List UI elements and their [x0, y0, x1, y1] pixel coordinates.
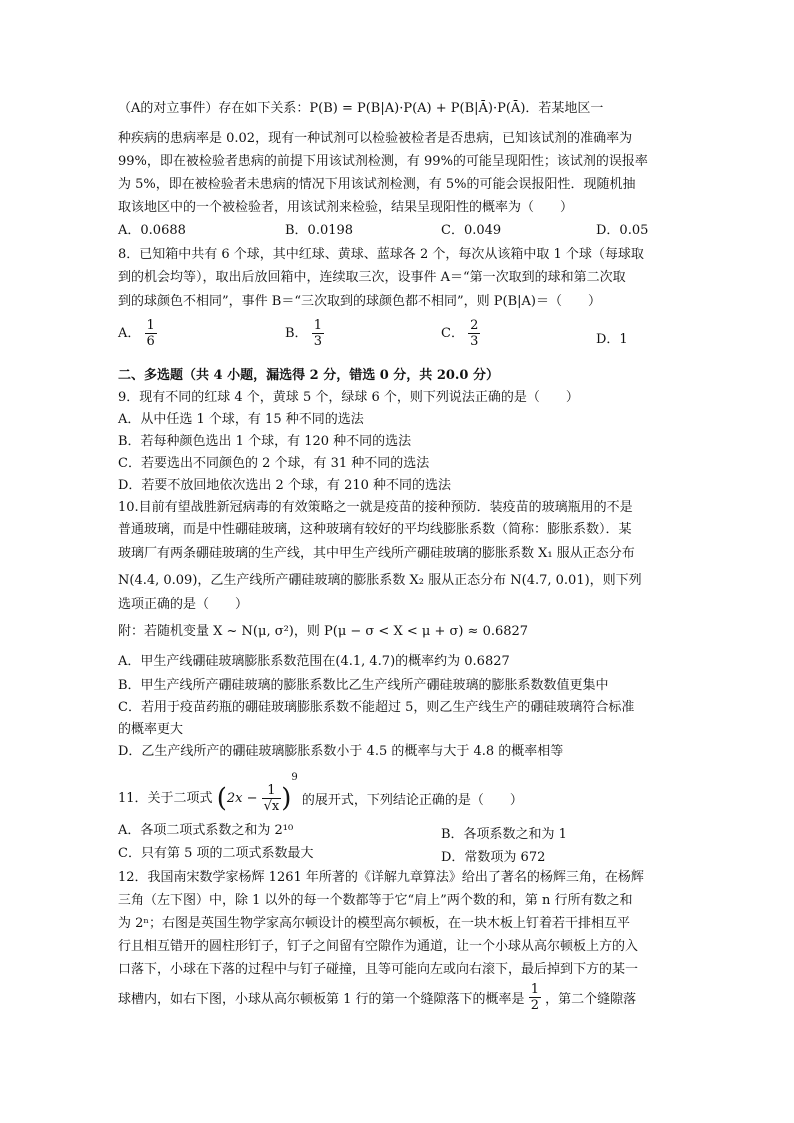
q11-prefix: 11．关于二项式	[118, 791, 213, 806]
text-line: 10.目前有望战胜新冠病毒的有效策略之一就是疫苗的接种预防．装疫苗的玻璃瓶用的不是	[118, 500, 633, 515]
text-line: 取该地区中的一个被检验者，用该试剂来检验，结果呈现阳性的概率为（ ）	[118, 200, 574, 215]
q8-option-c-fraction	[468, 318, 480, 349]
text-line: A．从中任选 1 个球，有 15 种不同的选法	[118, 412, 364, 427]
fraction-numerator: 1	[262, 783, 282, 799]
text-line: A．各项二项式系数之和为 2¹⁰	[118, 823, 294, 838]
q11-exponent: 9	[291, 772, 298, 783]
q11-paren-right: )	[281, 783, 292, 814]
text-line: 9．现有不同的红球 4 个，黄球 5 个，绿球 6 个，则下列说法正确的是（ ）	[118, 390, 579, 405]
fraction-denominator: 6	[146, 334, 155, 349]
q11-paren-left: (	[216, 783, 227, 814]
fraction-numerator: 1	[313, 318, 322, 333]
text-line: C．若要选出不同颜色的 2 个球，有 31 种不同的选法	[118, 456, 430, 471]
text-line: 选项正确的是（ ）	[118, 597, 249, 612]
q12-last-suffix: ，第二个缝隙落	[545, 992, 637, 1007]
text-line: 99%，即在被检验者患病的前提下用该试剂检测，有 99%的可能呈现阳性；该试剂的误报率	[118, 154, 648, 169]
q12-last-line	[118, 982, 636, 1013]
q8-option-b-fraction	[312, 318, 324, 349]
q7-option-a: A．0.0688	[118, 223, 186, 238]
q11-expr: 2x −	[226, 791, 258, 806]
q7-option-d: D．0.05	[596, 223, 649, 238]
text-line: 二、多选题（共 4 小题，漏选得 2 分，错选 0 分，共 20.0 分）	[118, 368, 500, 383]
text-line: C．只有第 5 项的二项式系数最大	[118, 846, 314, 861]
q11-stem	[118, 772, 523, 814]
q8-option-c	[441, 318, 480, 349]
text-line: 12．我国南宋数学家杨辉 1261 年所著的《详解九章算法》给出了著名的杨辉三角，在杨辉	[118, 870, 644, 885]
text-line: A．甲生产线硼硅玻璃膨胀系数范围在(4.1, 4.7)的概率约为 0.6827	[118, 654, 510, 669]
q8-option-b	[285, 318, 324, 349]
text-line: 行且相互错开的圆柱形钉子，钉子之间留有空隙作为通道，让一个小球从高尔顿板上方的入	[118, 939, 639, 954]
text-line: N(4.4, 0.09)，乙生产线所产硼硅玻璃的膨胀系数 X₂ 服从正态分布 N(4.7, 0.01)，则下列	[118, 573, 642, 588]
fraction-numerator: 2	[470, 318, 479, 333]
text-line: 到的球颜色不相同”，事件 B＝“三次取到的球颜色都不相同”，则 P(B|A)＝（ ）	[118, 294, 601, 309]
q7-option-c: C．0.049	[441, 223, 502, 238]
q7-option-b: B．0.0198	[285, 223, 354, 238]
text-line: 为 5%，即在被检验者未患病的情况下用该试剂检测，有 5%的可能会误报阳性．现随机抽	[118, 177, 636, 192]
text-line: 8．已知箱中共有 6 个球，其中红球、黄球、蓝球各 2 个，每次从该箱中取 1 个球（每球取	[118, 247, 644, 262]
q11-option-d: D．常数项为 672	[441, 850, 546, 865]
q8-option-a-fraction	[145, 318, 157, 349]
text-line: D．若要不放回地依次选出 2 个球，有 210 种不同的选法	[118, 478, 452, 493]
q11-fraction	[262, 783, 282, 814]
q12-last-prefix: 球槽内，如右下图，小球从高尔顿板第 1 行的第一个缝隙落下的概率是	[118, 992, 525, 1007]
q8-option-a-label: A．	[118, 326, 141, 341]
q8-option-a	[118, 318, 157, 349]
fraction-denominator: 3	[470, 334, 479, 349]
q8-option-d: D．1	[596, 332, 628, 347]
fraction-denominator: 3	[313, 334, 322, 349]
text-line: 附：若随机变量 X ~ N(μ, σ²)，则 P(μ − σ < X < μ + σ) ≈ 0.6827	[118, 624, 529, 639]
fraction-denominator: √x	[263, 799, 280, 814]
text-line: 到的机会均等），取出后放回箱中，连续取三次，设事件 A＝“第一次取到的球和第二次取	[118, 270, 626, 285]
fraction-numerator: 1	[530, 982, 539, 997]
text-line: 三角（左下图）中，除 1 以外的每一个数都等于它“肩上”两个数的和，第 n 行所有数之和	[118, 893, 633, 908]
text-line: 口落下，小球在下落的过程中与钉子碰撞，且等可能向左或向右滚下，最后掉到下方的某一	[118, 962, 639, 977]
q11-option-b: B．各项系数之和为 1	[441, 827, 567, 842]
fraction-denominator: 2	[530, 998, 539, 1013]
q11-suffix: 的展开式，下列结论正确的是（ ）	[301, 793, 523, 808]
text-line: 的概率更大	[118, 722, 184, 737]
text-line: D．乙生产线所产的硼硅玻璃膨胀系数小于 4.5 的概率与大于 4.8 的概率相等	[118, 744, 564, 759]
q12-fraction	[529, 982, 541, 1013]
text-line: 玻璃厂有两条硼硅玻璃的生产线，其中甲生产线所产硼硅玻璃的膨胀系数 X₁ 服从正态分布	[118, 546, 635, 561]
q8-option-b-label: B．	[285, 326, 308, 341]
fraction-numerator: 1	[146, 318, 155, 333]
q8-option-c-label: C．	[441, 326, 464, 341]
text-line: 为 2ⁿ；右图是英国生物学家高尔顿设计的模型高尔顿板，在一块木板上钉着若干排相互平	[118, 916, 631, 931]
text-line: （A的对立事件）存在如下关系：P(B) = P(B|A)·P(A) + P(B|Ā)·P(Ā)．若某地区一	[118, 101, 604, 116]
text-line: 普通玻璃，而是中性硼硅玻璃，这种玻璃有较好的平均线膨胀系数（简称：膨胀系数）．某	[118, 522, 632, 537]
text-line: B．甲生产线所产硼硅玻璃的膨胀系数比乙生产线所产硼硅玻璃的膨胀系数数值更集中	[118, 678, 609, 693]
text-line: C．若用于疫苗药瓶的硼硅玻璃膨胀系数不能超过 5，则乙生产线生产的硼硅玻璃符合标准	[118, 700, 635, 715]
text-line: 种疾病的患病率是 0.02，现有一种试剂可以检验被检者是否患病，已知该试剂的准确率为	[118, 131, 633, 146]
text-line: B．若每种颜色选出 1 个球，有 120 种不同的选法	[118, 434, 412, 449]
